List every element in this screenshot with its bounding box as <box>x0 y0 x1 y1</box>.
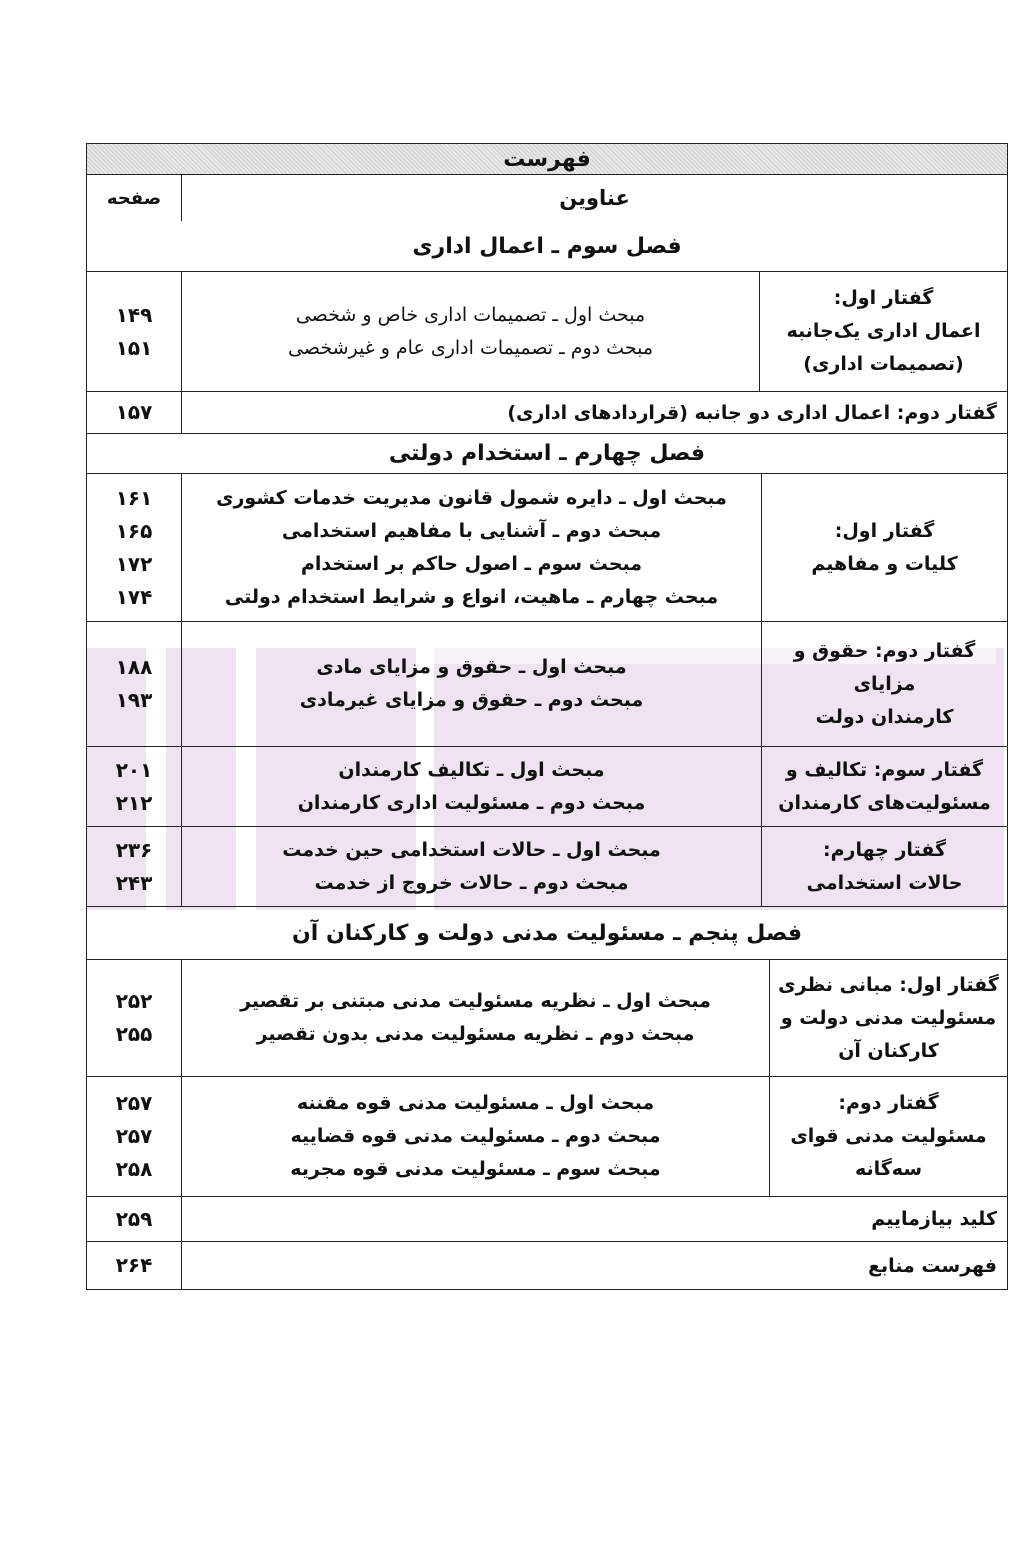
chapter-row: فصل چهارم ـ استخدام دولتی <box>87 433 1007 473</box>
mabhas-item: مبحث دوم ـ حالات خروج از خدمت <box>314 871 629 894</box>
page-number: ۲۰۱ <box>115 757 153 782</box>
goftar-label-line: کلیات و مفاهیم <box>811 552 958 575</box>
goftar-label-line: گفتار سوم: تکالیف و <box>785 758 984 781</box>
page-number: ۱۵۷ <box>87 392 182 433</box>
mabhas-item: مبحث چهارم ـ ماهیت، انواع و شرایط استخدام دولتی <box>224 585 719 608</box>
chapter-row: فصل سوم ـ اعمال اداری <box>412 233 682 259</box>
section-group <box>87 1076 1007 1196</box>
table-of-contents <box>86 143 1008 1290</box>
goftar-label-line: گفتار دوم: حقوق و <box>793 639 976 662</box>
mabhas-list <box>182 747 761 826</box>
goftar-label-line: حالات استخدامی <box>806 871 963 894</box>
mabhas-item: مبحث اول ـ دایره شمول قانون مدیریت خدمات کشوری <box>216 486 727 509</box>
page-header: صفحه <box>87 175 182 221</box>
goftar-label <box>761 474 1007 621</box>
goftar-label-line: گفتار چهارم: <box>823 838 946 861</box>
mabhas-item: مبحث اول ـ تصمیمات اداری خاص و شخصی <box>295 303 646 326</box>
goftar-label <box>761 622 1007 746</box>
goftar-label-line: مسئولیت‌های کارمندان <box>778 791 991 814</box>
mabhas-item: مبحث اول ـ حالات استخدامی حین خدمت <box>282 838 661 861</box>
goftar-label <box>761 747 1007 826</box>
mabhas-item: مبحث دوم ـ مسئولیت اداری کارمندان <box>297 791 646 814</box>
mabhas-item: مبحث دوم ـ تصمیمات اداری عام و غیرشخصی <box>288 336 653 359</box>
mabhas-item: مبحث دوم ـ نظریه مسئولیت مدنی بدون تقصیر <box>256 1023 695 1045</box>
mabhas-item: مبحث دوم ـ حقوق و مزایای غیرمادی <box>299 689 644 711</box>
page-number: ۲۵۷ <box>115 1124 153 1148</box>
page-number: ۲۵۸ <box>115 1157 153 1181</box>
page-numbers <box>87 272 182 391</box>
section-group <box>87 271 1007 391</box>
section-group <box>87 746 1007 826</box>
page-number: ۲۱۲ <box>115 790 153 815</box>
goftar-label-line: اعمال اداری یک‌جانبه <box>786 320 981 342</box>
mabhas-item: مبحث سوم ـ مسئولیت مدنی قوه مجریه <box>290 1158 661 1180</box>
page-number: ۲۵۲ <box>115 989 153 1013</box>
goftar-label-line: مسئولیت مدنی قوای <box>790 1125 987 1147</box>
mabhas-list <box>182 272 759 391</box>
goftar-label-line: گفتار اول: مبانی نظری <box>778 973 999 996</box>
page-numbers <box>87 960 182 1076</box>
page-numbers <box>87 827 182 906</box>
page-number: ۲۳۶ <box>115 837 153 862</box>
goftar-label-line: گفتار دوم: <box>838 1092 939 1114</box>
page-numbers <box>87 622 182 746</box>
page-numbers <box>87 1077 182 1196</box>
page-number: ۲۵۷ <box>115 1091 153 1115</box>
page-numbers <box>87 747 182 826</box>
toc-title: فهرست <box>87 144 1007 174</box>
mabhas-item: مبحث دوم ـ مسئولیت مدنی قوه قضاییه <box>290 1125 661 1147</box>
goftar-label <box>769 960 1007 1076</box>
goftar-label-line: گفتار اول: <box>833 287 934 309</box>
page-number: ۲۵۵ <box>115 1022 153 1046</box>
page-number: ۱۴۹ <box>115 302 153 327</box>
goftar-label-line: گفتار اول: <box>834 519 935 542</box>
goftar-label-line: مسئولیت مدنی دولت و <box>780 1006 997 1029</box>
goftar-label <box>759 272 1007 391</box>
mabhas-item: مبحث دوم ـ آشنایی با مفاهیم استخدامی <box>281 519 662 542</box>
mabhas-item: مبحث اول ـ تکالیف کارمندان <box>338 758 605 781</box>
section-group <box>87 826 1007 906</box>
mabhas-list <box>182 622 761 746</box>
entry-title: گفتار دوم: اعمال اداری دو جانبه (قراردادهای اداری) <box>507 401 997 424</box>
page-number: ۱۶۵ <box>115 518 153 543</box>
page-numbers <box>87 474 182 621</box>
goftar-label-line: کارکنان آن <box>838 1039 939 1062</box>
goftar-label-line: مزایای <box>853 672 916 695</box>
entry-title: کلید بیازماییم <box>871 1208 997 1230</box>
goftar-label <box>761 827 1007 906</box>
page-number: ۲۴۳ <box>115 870 153 895</box>
mabhas-list <box>182 1077 769 1196</box>
page-number: ۲۵۹ <box>87 1197 182 1241</box>
entry-title: فهرست منابع <box>868 1254 997 1277</box>
entry-row <box>87 1241 1007 1289</box>
mabhas-list <box>182 827 761 906</box>
page-number: ۱۵۱ <box>115 335 153 360</box>
header-row <box>87 174 1007 221</box>
page-number: ۱۶۱ <box>115 485 153 510</box>
section-group <box>87 473 1007 621</box>
chapter-row: فصل پنجم ـ مسئولیت مدنی دولت و کارکنان آن <box>87 906 1007 959</box>
mabhas-item: مبحث اول ـ حقوق و مزایای مادی <box>316 656 627 678</box>
mabhas-item: مبحث سوم ـ اصول حاکم بر استخدام <box>300 552 643 575</box>
page-number: ۱۹۳ <box>115 688 153 712</box>
page-number: ۲۶۴ <box>87 1242 182 1289</box>
goftar-label-line: سه‌گانه <box>854 1158 923 1180</box>
goftar-label-line: کارمندان دولت <box>815 705 954 728</box>
page-number: ۱۸۸ <box>115 655 153 679</box>
section-group <box>87 959 1007 1076</box>
mabhas-list <box>182 474 761 621</box>
entry-row <box>87 391 1007 433</box>
mabhas-item: مبحث اول ـ مسئولیت مدنی قوه مقننه <box>296 1092 655 1114</box>
titles-header: عناوین <box>559 185 630 210</box>
page-number: ۱۷۴ <box>115 584 153 609</box>
page-number: ۱۷۲ <box>115 551 153 576</box>
goftar-label-line: (تصمیمات اداری) <box>803 353 964 375</box>
entry-row <box>87 1196 1007 1241</box>
goftar-label <box>769 1077 1007 1196</box>
mabhas-item: مبحث اول ـ نظریه مسئولیت مدنی مبتنی بر تقصیر <box>240 990 711 1012</box>
section-group <box>87 621 1007 746</box>
mabhas-list <box>182 960 769 1076</box>
